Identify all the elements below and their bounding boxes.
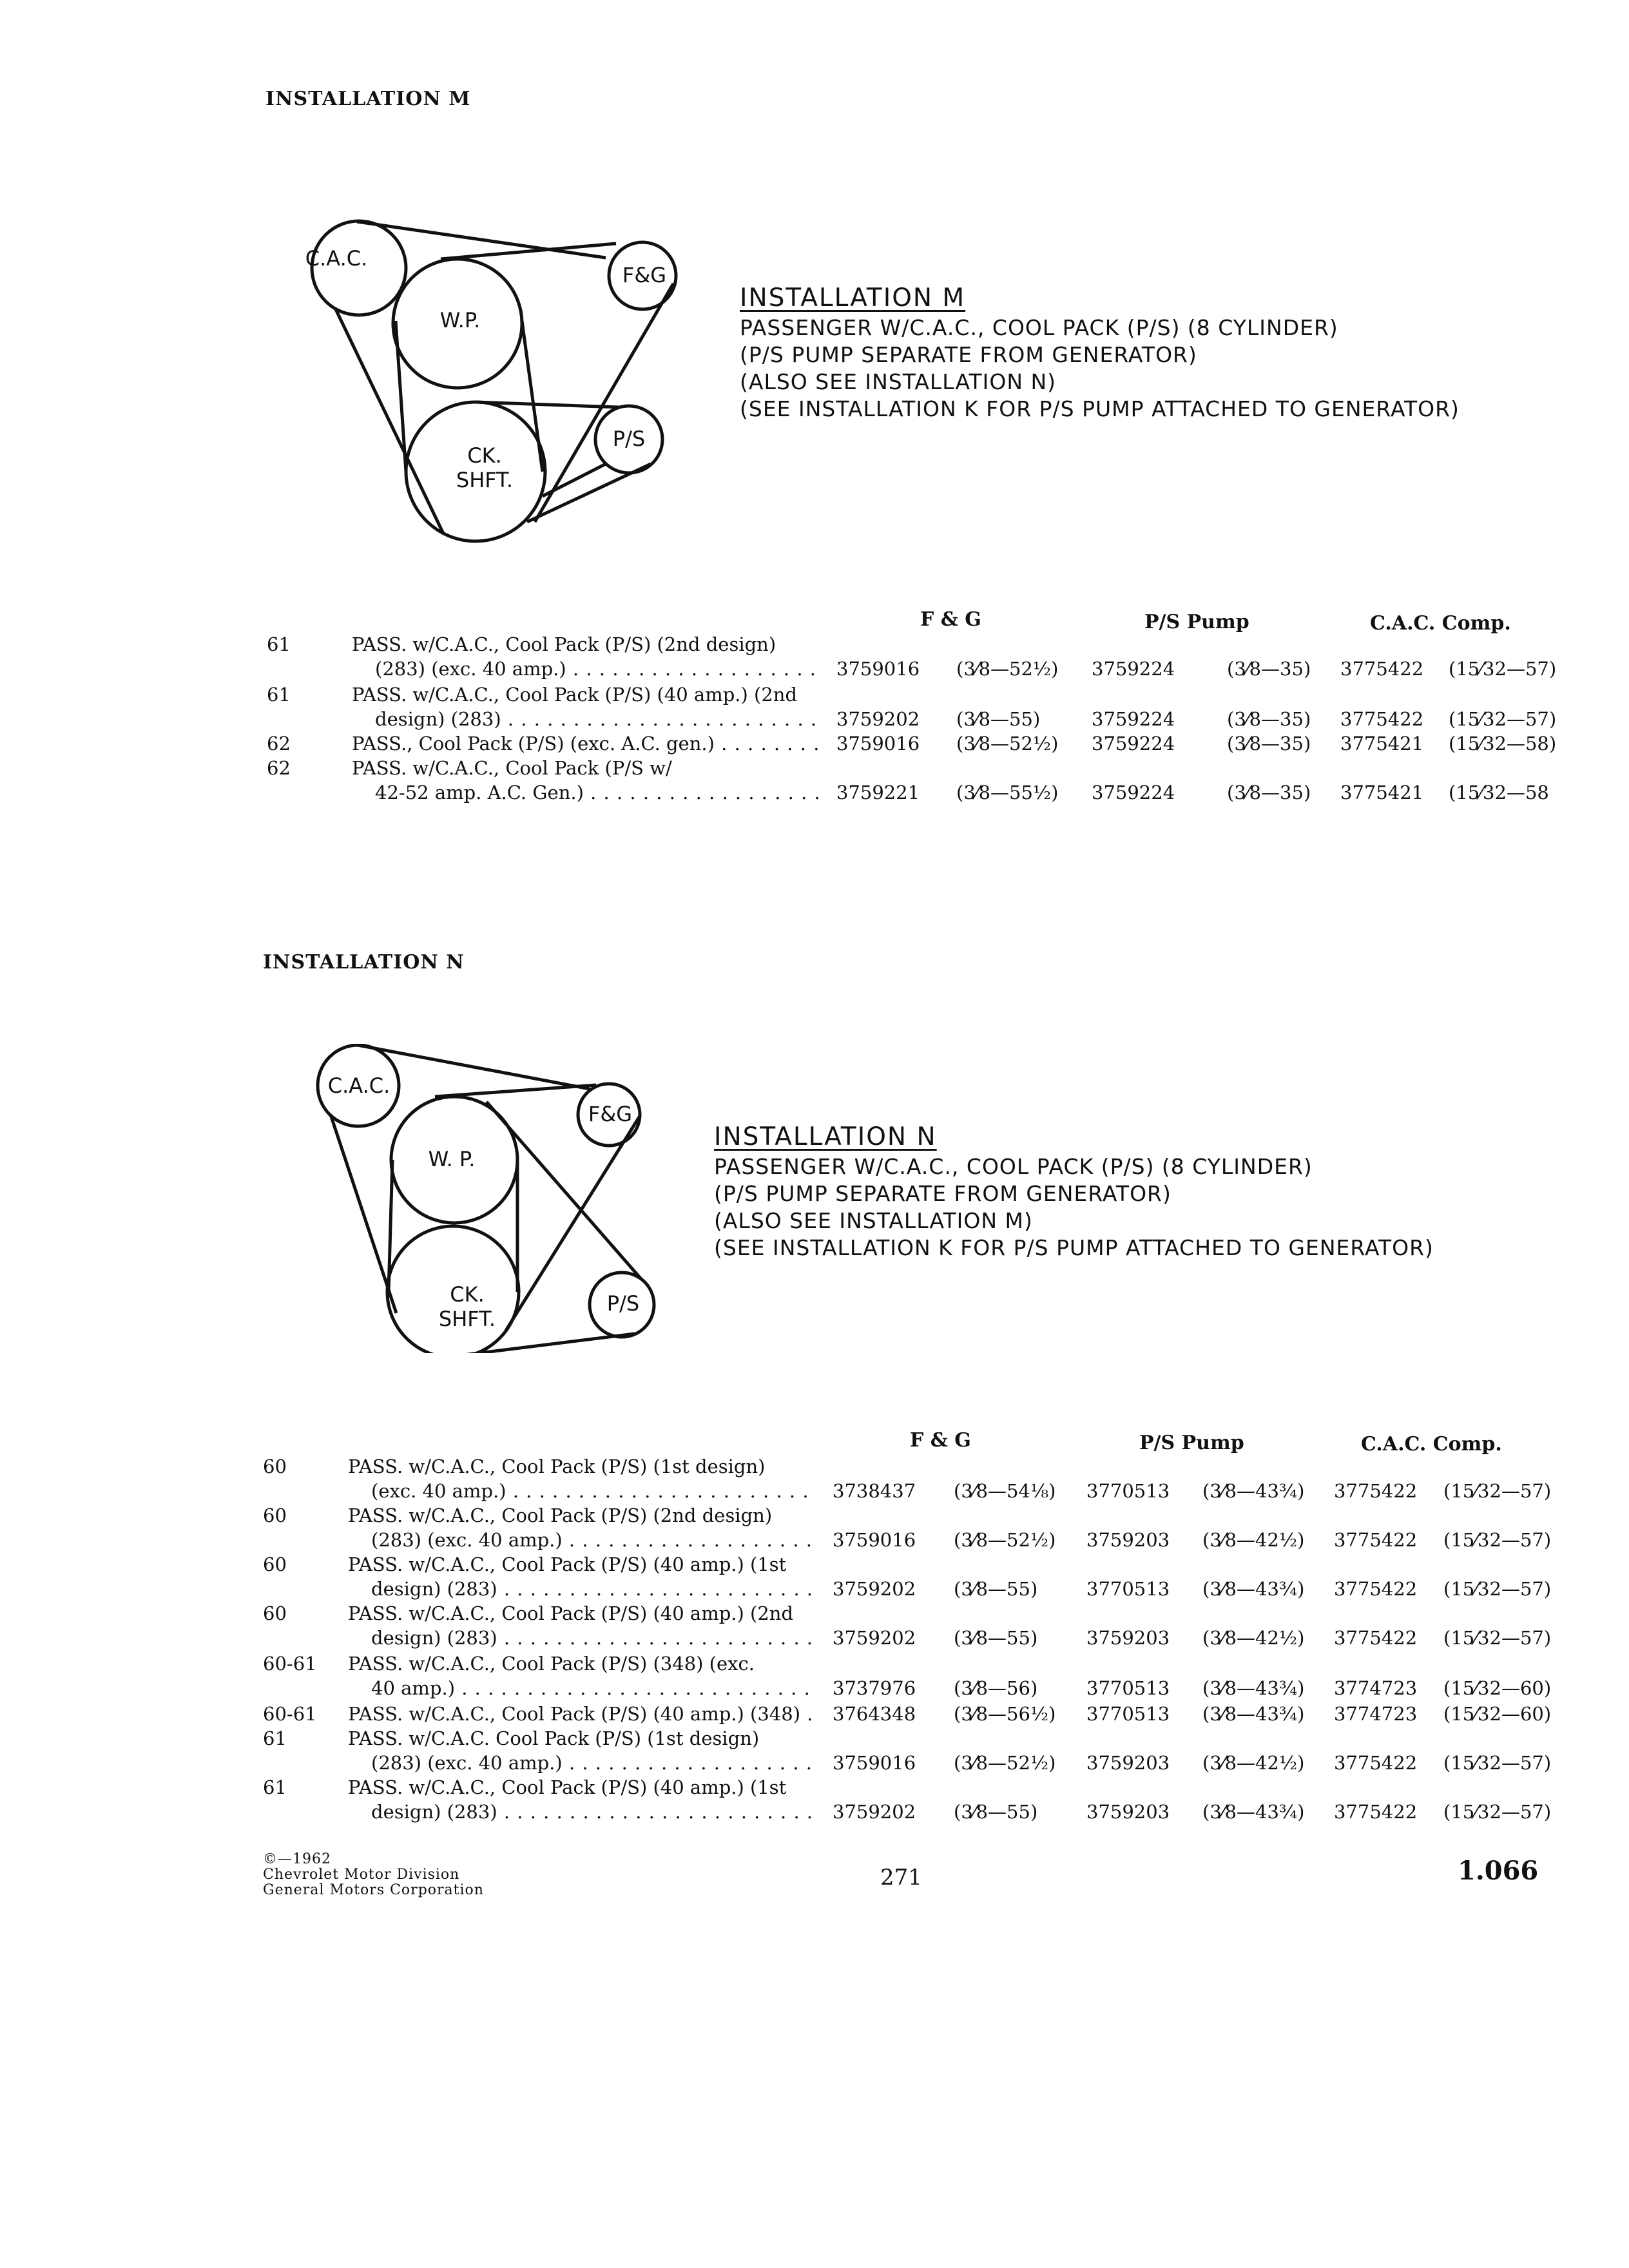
row-year: 61 [263,1776,287,1798]
ps-belt-size: (3⁄8—43¾) [1202,1703,1305,1725]
ps-label: P/S [612,427,646,451]
fg-part-number: 3738437 [833,1480,916,1502]
footer-publisher [263,1852,484,1898]
fg-belt-size: (3⁄8—55) [954,1801,1038,1823]
ps-label: P/S [606,1291,640,1316]
cac-part-number: 3775422 [1334,1627,1418,1649]
col-head-fg: F & G [920,608,981,631]
cac-part-number: 3775421 [1340,782,1424,803]
row-description: PASS. w/C.A.C., Cool Pack (P/S) (40 amp.) (2nd [348,1602,794,1624]
fg-belt-size: (3⁄8—56) [954,1677,1038,1699]
row-description: PASS. w/C.A.C., Cool Pack (P/S) (1st design) [348,1456,766,1477]
cac-part-number: 3775422 [1334,1752,1418,1774]
row-year: 60 [263,1553,287,1575]
cac-belt-size: (15⁄32—57) [1449,658,1557,680]
fg-belt-size: (3⁄8—55) [956,708,1041,730]
row-description-cont: design) (283) . . . [371,1800,815,1823]
row-description: PASS. w/C.A.C., Cool Pack (P/S) (2nd design) [352,633,776,655]
row-description: PASS. w/C.A.C. Cool Pack (P/S) (1st design) [348,1727,760,1749]
fg-belt-size: (3⁄8—52½) [954,1752,1056,1774]
row-description: PASS. w/C.A.C., Cool Pack (P/S) (40 amp.) (1st [348,1776,787,1798]
row-year: 61 [267,684,291,706]
caption-line: (SEE INSTALLATION K FOR P/S PUMP ATTACHED TO GENERATOR) [714,1235,1434,1260]
cac-part-number: 3775422 [1334,1529,1418,1551]
crank-label-2: SHFT. [456,468,514,492]
caption-line: (ALSO SEE INSTALLATION N) [740,369,1057,394]
wp-label: W. P. [428,1147,476,1171]
cac-belt-size: (15⁄32—58 [1449,782,1549,803]
caption-line: (P/S PUMP SEPARATE FROM GENERATOR) [714,1181,1171,1206]
fg-belt-size: (3⁄8—52½) [956,733,1059,754]
row-description: PASS. w/C.A.C., Cool Pack (P/S w/ [352,757,672,779]
caption-line: PASSENGER W/C.A.C., COOL PACK (P/S) (8 CYLINDER) [740,315,1338,340]
ps-belt-size: (3⁄8—42½) [1202,1627,1305,1649]
cac-belt-size: (15⁄32—57) [1443,1578,1552,1600]
fg-label: F&G [588,1102,633,1126]
row-description: PASS., Cool Pack (P/S) (exc. A.C. gen.) . . . [352,732,818,755]
page-number: 271 [880,1865,922,1890]
ps-part-number: 3759224 [1092,782,1175,803]
wp-label: W.P. [439,308,481,332]
col-head-fg: F & G [910,1429,971,1452]
ps-part-number: 3759203 [1086,1529,1170,1551]
caption-n [714,1124,1434,1262]
ps-belt-size: (3⁄8—35) [1227,708,1311,730]
row-year: 61 [263,1727,287,1749]
row-year: 62 [267,733,291,754]
crank-label-1: CK. [467,443,502,468]
row-description-cont: design) (283) . . . [371,1577,815,1600]
caption-title: INSTALLATION M [740,284,966,312]
company-line-1: Chevrolet Motor Division [263,1867,460,1883]
ps-part-number: 3770513 [1086,1578,1170,1600]
ps-part-number: 3759203 [1086,1801,1170,1823]
ps-belt-size: (3⁄8—35) [1227,733,1311,754]
ps-part-number: 3759224 [1092,658,1175,680]
cac-part-number: 3774723 [1334,1703,1418,1725]
col-head-ps: P/S Pump [1139,1432,1244,1454]
ps-belt-size: (3⁄8—35) [1227,658,1311,680]
row-description: PASS. w/C.A.C., Cool Pack (P/S) (40 amp.) (348) . . . [348,1702,815,1725]
fg-belt-size: (3⁄8—54⅛) [954,1480,1056,1502]
fg-part-number: 3764348 [833,1703,916,1725]
section-heading-n: INSTALLATION N [263,951,465,974]
fg-part-number: 3737976 [833,1677,916,1699]
cac-belt-size: (15⁄32—57) [1443,1480,1552,1502]
cac-belt-size: (15⁄32—60) [1443,1677,1552,1699]
row-description-cont: (283) (exc. 40 amp.) . . . [371,1751,815,1774]
ps-belt-size: (3⁄8—43¾) [1202,1578,1305,1600]
fg-part-number: 3759016 [833,1752,916,1774]
row-description-cont: (283) (exc. 40 amp.) . . . [371,1528,815,1552]
belt-diagram-n [313,1044,673,1353]
row-year: 62 [267,757,291,779]
row-description-cont: design) (283) . . . [371,1626,815,1649]
row-description-cont: (exc. 40 amp.) . . . [371,1479,815,1503]
belt-diagram-m [303,219,715,554]
row-description: PASS. w/C.A.C., Cool Pack (P/S) (40 amp.) (1st [348,1553,787,1575]
fg-part-number: 3759202 [833,1627,916,1649]
caption-m [740,285,1460,423]
cac-belt-size: (15⁄32—58) [1449,733,1557,754]
row-description-cont: (283) (exc. 40 amp.) . . . [375,657,818,680]
ps-belt-size: (3⁄8—43¾) [1202,1480,1305,1502]
copyright: ©—1962 [263,1851,331,1867]
crank-label-2: SHFT. [438,1307,496,1331]
col-head-cac: C.A.C. Comp. [1370,612,1511,635]
cac-part-number: 3775422 [1334,1801,1418,1823]
fg-belt-size: (3⁄8—52½) [954,1529,1056,1551]
cac-belt-size: (15⁄32—60) [1443,1703,1552,1725]
fg-part-number: 3759202 [833,1801,916,1823]
fg-belt-size: (3⁄8—55) [954,1578,1038,1600]
fg-part-number: 3759202 [836,708,920,730]
fg-part-number: 3759202 [833,1578,916,1600]
section-number: 1.066 [1458,1856,1539,1886]
ps-part-number: 3759203 [1086,1752,1170,1774]
col-head-cac: C.A.C. Comp. [1361,1433,1502,1456]
ps-part-number: 3759224 [1092,708,1175,730]
row-year: 60 [263,1602,287,1624]
fg-part-number: 3759221 [836,782,920,803]
cac-belt-size: (15⁄32—57) [1449,708,1557,730]
cac-part-number: 3775422 [1334,1578,1418,1600]
col-head-ps: P/S Pump [1144,611,1249,633]
cac-belt-size: (15⁄32—57) [1443,1529,1552,1551]
ps-belt-size: (3⁄8—43¾) [1202,1801,1305,1823]
ps-part-number: 3759203 [1086,1627,1170,1649]
caption-line: PASSENGER W/C.A.C., COOL PACK (P/S) (8 CYLINDER) [714,1154,1313,1179]
ps-part-number: 3770513 [1086,1703,1170,1725]
caption-line: (ALSO SEE INSTALLATION M) [714,1208,1033,1233]
row-description-cont: design) (283) . . . [375,707,818,731]
ps-belt-size: (3⁄8—43¾) [1202,1677,1305,1699]
ps-belt-size: (3⁄8—35) [1227,782,1311,803]
row-year: 60-61 [263,1703,317,1725]
cac-part-number: 3775422 [1334,1480,1418,1502]
ps-part-number: 3770513 [1086,1677,1170,1699]
cac-belt-size: (15⁄32—57) [1443,1801,1552,1823]
cac-belt-size: (15⁄32—57) [1443,1627,1552,1649]
fg-part-number: 3759016 [833,1529,916,1551]
fg-label: F&G [622,263,667,287]
row-year: 60-61 [263,1653,317,1675]
fg-belt-size: (3⁄8—55½) [956,782,1059,803]
row-year: 60 [263,1504,287,1526]
ps-belt-size: (3⁄8—42½) [1202,1752,1305,1774]
section-heading-m: INSTALLATION M [265,88,471,110]
caption-line: (SEE INSTALLATION K FOR P/S PUMP ATTACHED TO GENERATOR) [740,396,1460,421]
fg-belt-size: (3⁄8—56½) [954,1703,1056,1725]
fg-part-number: 3759016 [836,658,920,680]
ps-part-number: 3759224 [1092,733,1175,754]
cac-label: C.A.C. [327,1073,390,1098]
row-description: PASS. w/C.A.C., Cool Pack (P/S) (2nd design) [348,1504,773,1526]
cac-part-number: 3775422 [1340,708,1424,730]
fg-part-number: 3759016 [836,733,920,754]
caption-title: INSTALLATION N [714,1122,937,1151]
row-description: PASS. w/C.A.C., Cool Pack (P/S) (348) (exc. [348,1653,755,1675]
row-year: 61 [267,633,291,655]
cac-part-number: 3775422 [1340,658,1424,680]
row-description: PASS. w/C.A.C., Cool Pack (P/S) (40 amp.) (2nd [352,684,798,706]
row-year: 60 [263,1456,287,1477]
cac-part-number: 3775421 [1340,733,1424,754]
crank-label-1: CK. [450,1282,485,1307]
cac-belt-size: (15⁄32—57) [1443,1752,1552,1774]
caption-line: (P/S PUMP SEPARATE FROM GENERATOR) [740,342,1197,367]
company-line-2: General Motors Corporation [263,1882,484,1898]
row-description-cont: 42-52 amp. A.C. Gen.) . . . [375,781,818,804]
row-description-cont: 40 amp.) . . . [371,1677,815,1700]
fg-belt-size: (3⁄8—52½) [956,658,1059,680]
ps-part-number: 3770513 [1086,1480,1170,1502]
fg-belt-size: (3⁄8—55) [954,1627,1038,1649]
ps-belt-size: (3⁄8—42½) [1202,1529,1305,1551]
cac-part-number: 3774723 [1334,1677,1418,1699]
cac-label: C.A.C. [305,246,368,271]
